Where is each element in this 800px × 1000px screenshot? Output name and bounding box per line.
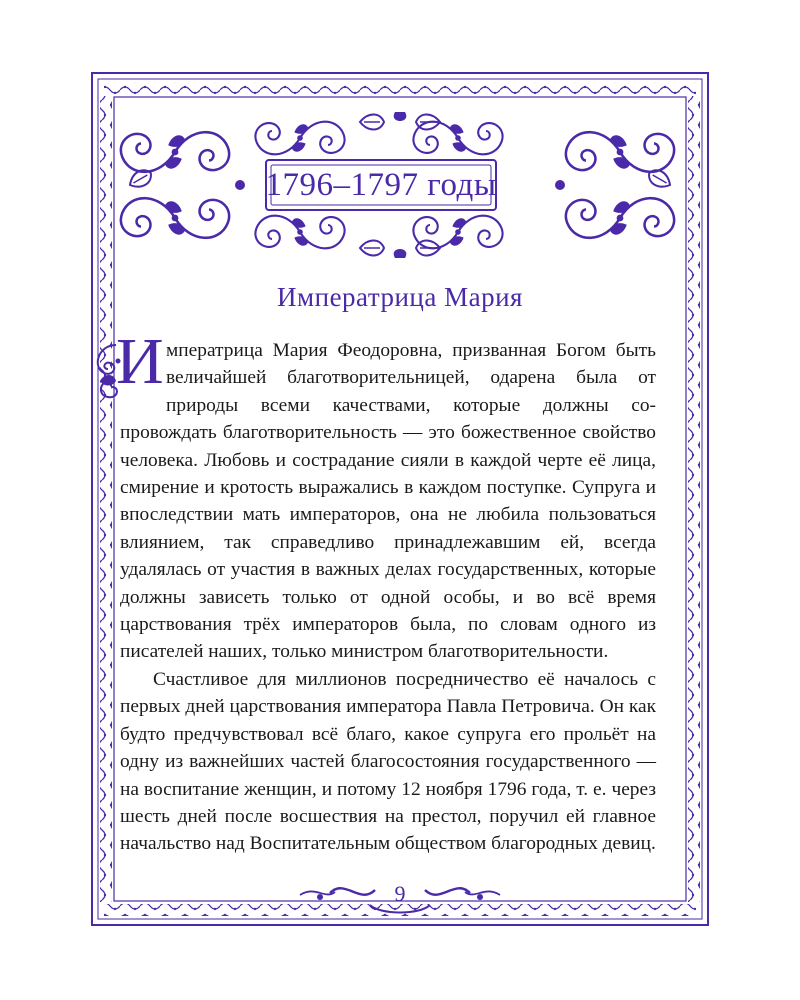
chapter-title: Императрица Мария: [277, 282, 523, 312]
header-cartouche: [265, 161, 497, 209]
paragraph-text: мператрица Мария Феодоровна, призванная Богом быть величайшей благотворительницей, одарена была от природы всеми качествами, которые должны сопровождать благотворительность — это божественное свойство человека. Любовь и сострадание сияли в каждой черте её лица, смирение и кротость выражались в каждом поступке. Супруга и впоследствии мать императоров, она не любила пользоваться влиянием, так справедливо принадлежавшим ей, всегда удалялась от участия в важных делах государственных, которые должны зависеть только от одной особы, и во всё время царствования трёх императоров была, по словам одного из писателей наших, только министром благотворительности.: [120, 340, 656, 663]
body-text: [116, 325, 656, 858]
paragraph: [120, 666, 656, 858]
drop-cap: [94, 325, 164, 398]
header-title: 1796–1797 годы: [265, 166, 497, 203]
page-number: 9: [394, 881, 406, 906]
paragraph-text: Счастливое для миллионов посредничество её началось с первых дней царствования императора Павла Петровича. Он как будто предчувствовал всё благо, какое супруга его прольёт на одну из важнейших частей благосостояния государственного — на воспитание женщин, и потому 12 ноября 1796 года, т. е. через шесть дней после восшествия на престол, поручил ей главное начальство над Воспитательным обществом благородных девиц.: [120, 668, 656, 855]
drop-cap-letter: И: [116, 325, 164, 398]
paragraph: [116, 325, 656, 666]
